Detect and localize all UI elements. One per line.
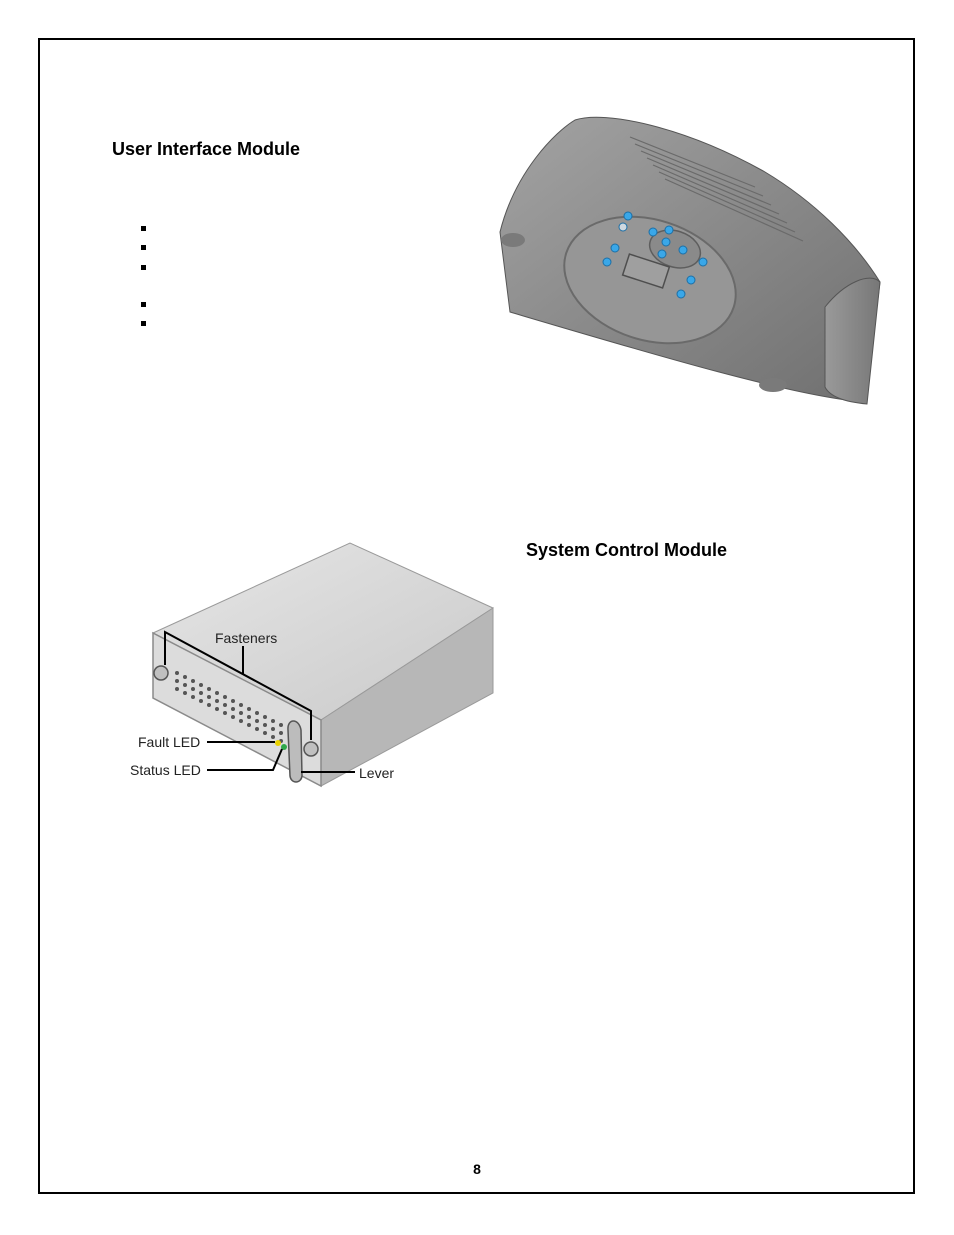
fastener-left — [154, 666, 168, 680]
user-interface-heading: User Interface Module — [112, 139, 301, 159]
foot — [759, 378, 787, 392]
lever — [288, 721, 302, 782]
page-number: 8 — [473, 1161, 481, 1177]
bullet-marker — [141, 265, 146, 270]
user-interface-module-illustration — [495, 112, 885, 422]
fasteners-label: Fasteners — [215, 630, 278, 646]
lever-label: Lever — [359, 765, 395, 781]
system-control-module-illustration — [125, 538, 505, 793]
bullet-marker — [141, 321, 146, 326]
bullet-marker — [141, 245, 146, 250]
bullet-marker — [141, 302, 146, 307]
system-control-heading: System Control Module — [526, 540, 728, 560]
status-led-label: Status LED — [130, 762, 201, 778]
fastener-right — [304, 742, 318, 756]
fault-led-label: Fault LED — [138, 734, 201, 750]
fault-led-indicator — [275, 740, 281, 746]
bullet-marker — [141, 226, 146, 231]
bullet-list — [141, 226, 151, 336]
foot — [501, 233, 525, 247]
